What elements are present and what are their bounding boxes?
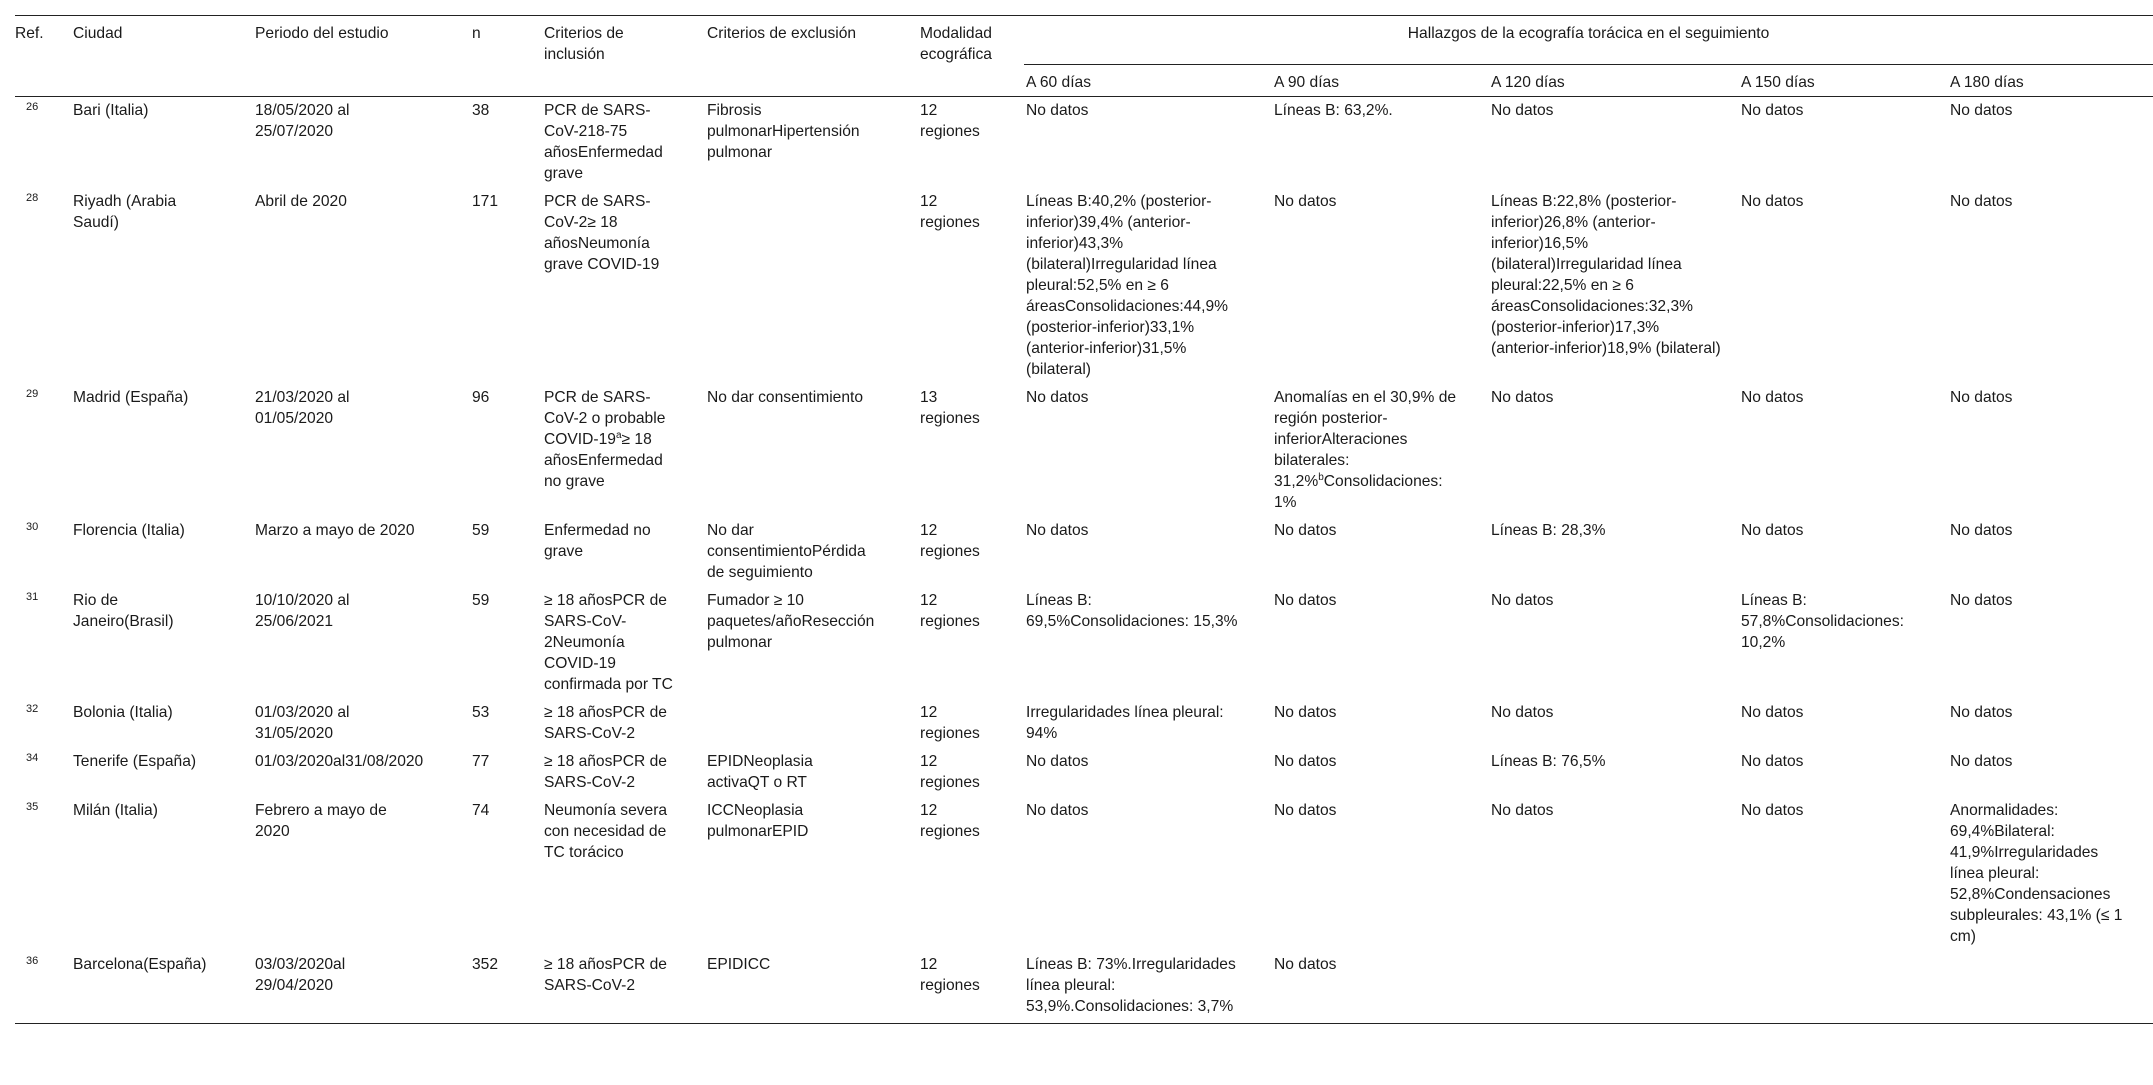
cell-exclusion: ICCNeoplasia pulmonarEPID bbox=[707, 802, 809, 840]
cell-day-120 bbox=[1491, 951, 1741, 1024]
cell-city: Tenerife (España) bbox=[73, 753, 197, 770]
cell-city: Bari (Italia) bbox=[73, 102, 149, 119]
header-modality: Modalidad ecográfica bbox=[920, 16, 1024, 97]
cell-inclusion: Enfermedad no grave bbox=[544, 522, 651, 560]
header-n: n bbox=[472, 16, 544, 97]
cell-period: 01/03/2020 al 31/05/2020 bbox=[255, 704, 350, 742]
cell-inclusion: ≥ 18 añosPCR de SARS-CoV-2 bbox=[544, 951, 707, 1024]
cell-ref: 26 bbox=[26, 101, 39, 113]
cell-ref: 29 bbox=[26, 388, 39, 400]
cell-day-60: No datos bbox=[1026, 753, 1089, 770]
header-day-90: A 90 días bbox=[1274, 65, 1491, 97]
cell-city: Barcelona(España) bbox=[73, 951, 255, 1024]
table-row bbox=[15, 384, 2153, 517]
cell-day-120: No datos bbox=[1491, 802, 1554, 819]
table-row bbox=[15, 748, 2153, 797]
header-day-120: A 120 días bbox=[1491, 65, 1741, 97]
header-inclusion: Criterios de inclusión bbox=[544, 16, 707, 97]
cell-modality: 12 regiones bbox=[920, 753, 980, 791]
cell-day-180: No datos bbox=[1950, 389, 2013, 406]
footnote-marker: a bbox=[615, 429, 622, 441]
cell-n: 77 bbox=[472, 753, 490, 770]
cell-day-120: No datos bbox=[1491, 592, 1554, 609]
cell-n: 171 bbox=[472, 193, 499, 210]
cell-city: Rio de Janeiro(Brasil) bbox=[73, 592, 174, 630]
cell-n: 352 bbox=[472, 951, 544, 1024]
cell-day-60: No datos bbox=[1026, 802, 1089, 819]
cell-day-150: No datos bbox=[1741, 704, 1804, 721]
footnote-marker: b bbox=[1318, 471, 1324, 483]
inclusion-text-b: ≥ 18 añosEnfermedad no grave bbox=[544, 431, 663, 490]
header-day-180: A 180 días bbox=[1950, 65, 2153, 97]
header-day-150: A 150 días bbox=[1741, 65, 1950, 97]
cell-n: 38 bbox=[472, 102, 490, 119]
cell-n: 59 bbox=[472, 522, 490, 539]
cell-period: 21/03/2020 al 01/05/2020 bbox=[255, 389, 350, 427]
cell-ref: 32 bbox=[26, 703, 39, 715]
table-row bbox=[15, 188, 2153, 384]
cell-inclusion bbox=[544, 384, 707, 517]
cell-period: 18/05/2020 al 25/07/2020 bbox=[255, 102, 350, 140]
cell-period: 03/03/2020al 29/04/2020 bbox=[255, 951, 472, 1024]
table-row bbox=[15, 797, 2153, 951]
cell-period: Marzo a mayo de 2020 bbox=[255, 522, 415, 539]
cell-day-60: No datos bbox=[1026, 102, 1089, 119]
cell-day-150: No datos bbox=[1741, 102, 1804, 119]
cell-day-60: Líneas B: 73%.Irregularidades línea pleural: 53,9%.Consolidaciones: 3,7% bbox=[1024, 951, 1274, 1024]
cell-n: 96 bbox=[472, 389, 490, 406]
cell-city: Bolonia (Italia) bbox=[73, 704, 173, 721]
cell-inclusion: ≥ 18 añosPCR de SARS-CoV-2 bbox=[544, 753, 667, 791]
cell-n: 59 bbox=[472, 592, 490, 609]
cell-city: Milán (Italia) bbox=[73, 802, 158, 819]
cell-period: Febrero a mayo de 2020 bbox=[255, 802, 387, 840]
cell-day-150: No datos bbox=[1741, 389, 1804, 406]
cell-inclusion: Neumonía severa con necesidad de TC torácico bbox=[544, 802, 668, 861]
cell-period: Abril de 2020 bbox=[255, 193, 347, 210]
cell-city: Florencia (Italia) bbox=[73, 522, 185, 539]
cell-day-180: No datos bbox=[1950, 193, 2013, 210]
cell-modality: 12 regiones bbox=[920, 802, 980, 840]
cell-day-150: Líneas B: 57,8%Consolidaciones: 10,2% bbox=[1741, 592, 1904, 651]
cell-day-90: No datos bbox=[1274, 802, 1337, 819]
cell-day-90 bbox=[1274, 384, 1491, 517]
header-exclusion: Criterios de exclusión bbox=[707, 16, 920, 97]
cell-day-60: Irregularidades línea pleural: 94% bbox=[1026, 704, 1224, 742]
cell-day-90: No datos bbox=[1274, 592, 1337, 609]
day-90-text-a: Anomalías en el 30,9% de región posterior-inferiorAlteraciones bilaterales: 31,2% bbox=[1274, 389, 1457, 490]
cell-ref: 31 bbox=[26, 591, 39, 603]
header-day-60: A 60 días bbox=[1024, 65, 1274, 97]
cell-exclusion: No dar consentimiento bbox=[707, 389, 864, 406]
cell-city: Riyadh (Arabia Saudí) bbox=[73, 193, 177, 231]
cell-day-90: No datos bbox=[1274, 753, 1337, 770]
cell-day-90: No datos bbox=[1274, 193, 1337, 210]
table-row bbox=[15, 587, 2153, 699]
table-row bbox=[15, 951, 2153, 1024]
cell-period: 01/03/2020al31/08/2020 bbox=[255, 753, 424, 770]
table-row bbox=[15, 517, 2153, 587]
cell-inclusion: ≥ 18 añosPCR de SARS-CoV-2Neumonía COVID-19 confirmada por TC bbox=[544, 592, 673, 693]
cell-exclusion: EPIDNeoplasia activaQT o RT bbox=[707, 753, 813, 791]
cell-day-180: No datos bbox=[1950, 704, 2013, 721]
cell-exclusion: Fibrosis pulmonarHipertensión pulmonar bbox=[707, 102, 860, 161]
cell-modality: 12 regiones bbox=[920, 592, 980, 630]
header-findings-group: Hallazgos de la ecografía torácica en el seguimiento bbox=[1024, 16, 2153, 65]
header-city: Ciudad bbox=[73, 16, 255, 97]
cell-day-150: No datos bbox=[1741, 802, 1804, 819]
cell-day-180 bbox=[1950, 951, 2153, 1024]
inclusion-text-a: PCR de SARS-CoV-2 o probable COVID-19 bbox=[544, 389, 666, 448]
cell-exclusion bbox=[707, 188, 920, 384]
cell-day-60: No datos bbox=[1026, 389, 1089, 406]
cell-modality: 12 regiones bbox=[920, 193, 980, 231]
cell-city: Madrid (España) bbox=[73, 389, 189, 406]
cell-period: 10/10/2020 al 25/06/2021 bbox=[255, 592, 350, 630]
cell-day-120: Líneas B:22,8% (posterior-inferior)26,8% (anterior-inferior)16,5% (bilateral)Irregularidad línea pleural:22,5% en ≥ 6 áreasConsolidaciones:32,3% (posterior-inferior)17,3% (anterior-inferior)18,9% (bilateral) bbox=[1491, 193, 1721, 357]
cell-day-150: No datos bbox=[1741, 522, 1804, 539]
cell-day-90: No datos bbox=[1274, 522, 1337, 539]
cell-exclusion: Fumador ≥ 10 paquetes/añoResección pulmonar bbox=[707, 592, 875, 651]
cell-day-90: Líneas B: 63,2%. bbox=[1274, 102, 1393, 119]
cell-inclusion: PCR de SARS-CoV-218-75 añosEnfermedad grave bbox=[544, 102, 663, 182]
cell-exclusion: EPIDICC bbox=[707, 951, 920, 1024]
study-table bbox=[15, 15, 2153, 1024]
cell-day-90: No datos bbox=[1274, 951, 1491, 1024]
table-row bbox=[15, 699, 2153, 748]
cell-inclusion: ≥ 18 añosPCR de SARS-CoV-2 bbox=[544, 704, 667, 742]
cell-exclusion bbox=[707, 699, 920, 748]
cell-day-60: Líneas B:40,2% (posterior-inferior)39,4% (anterior-inferior)43,3% (bilateral)Irregularidad línea pleural:52,5% en ≥ 6 áreasConsolidaciones:44,9% (posterior-inferior)33,1% (anterior-inferior)31,5% (bilateral) bbox=[1026, 193, 1228, 378]
cell-day-120: No datos bbox=[1491, 389, 1554, 406]
cell-day-120: Líneas B: 76,5% bbox=[1491, 753, 1606, 770]
cell-ref: 36 bbox=[15, 951, 73, 1024]
cell-day-180: No datos bbox=[1950, 753, 2013, 770]
cell-day-180: No datos bbox=[1950, 592, 2013, 609]
cell-day-120: Líneas B: 28,3% bbox=[1491, 522, 1606, 539]
table-row bbox=[15, 97, 2153, 189]
cell-day-150: No datos bbox=[1741, 193, 1804, 210]
cell-day-120: No datos bbox=[1491, 704, 1554, 721]
header-period: Periodo del estudio bbox=[255, 16, 472, 97]
cell-exclusion: No dar consentimientoPérdida de seguimiento bbox=[707, 522, 866, 581]
cell-n: 74 bbox=[472, 802, 490, 819]
cell-ref: 30 bbox=[26, 521, 39, 533]
cell-day-60: Líneas B: 69,5%Consolidaciones: 15,3% bbox=[1026, 592, 1238, 630]
cell-day-150 bbox=[1741, 951, 1950, 1024]
cell-day-90: No datos bbox=[1274, 704, 1337, 721]
header-ref: Ref. bbox=[15, 16, 73, 97]
cell-modality: 12 regiones bbox=[920, 704, 980, 742]
cell-day-120: No datos bbox=[1491, 102, 1554, 119]
cell-ref: 35 bbox=[26, 801, 39, 813]
cell-day-60: No datos bbox=[1026, 522, 1089, 539]
cell-modality: 13 regiones bbox=[920, 389, 980, 427]
day-90-text-b: Consolidaciones: 1% bbox=[1274, 473, 1443, 511]
cell-inclusion: PCR de SARS-CoV-2≥ 18 añosNeumonía grave COVID-19 bbox=[544, 193, 660, 273]
cell-n: 53 bbox=[472, 704, 490, 721]
cell-ref: 34 bbox=[26, 752, 39, 764]
cell-modality: 12 regiones bbox=[920, 522, 980, 560]
cell-day-180: No datos bbox=[1950, 522, 2013, 539]
cell-ref: 28 bbox=[26, 192, 39, 204]
cell-day-180: No datos bbox=[1950, 102, 2013, 119]
cell-day-180: Anormalidades: 69,4%Bilateral: 41,9%Irregularidades línea pleural: 52,8%Condensaciones subpleurales: 43,1% (≤ 1 cm) bbox=[1950, 802, 2123, 945]
cell-modality: 12 regiones bbox=[920, 102, 980, 140]
cell-modality: 12 regiones bbox=[920, 951, 1024, 1024]
cell-day-150: No datos bbox=[1741, 753, 1804, 770]
